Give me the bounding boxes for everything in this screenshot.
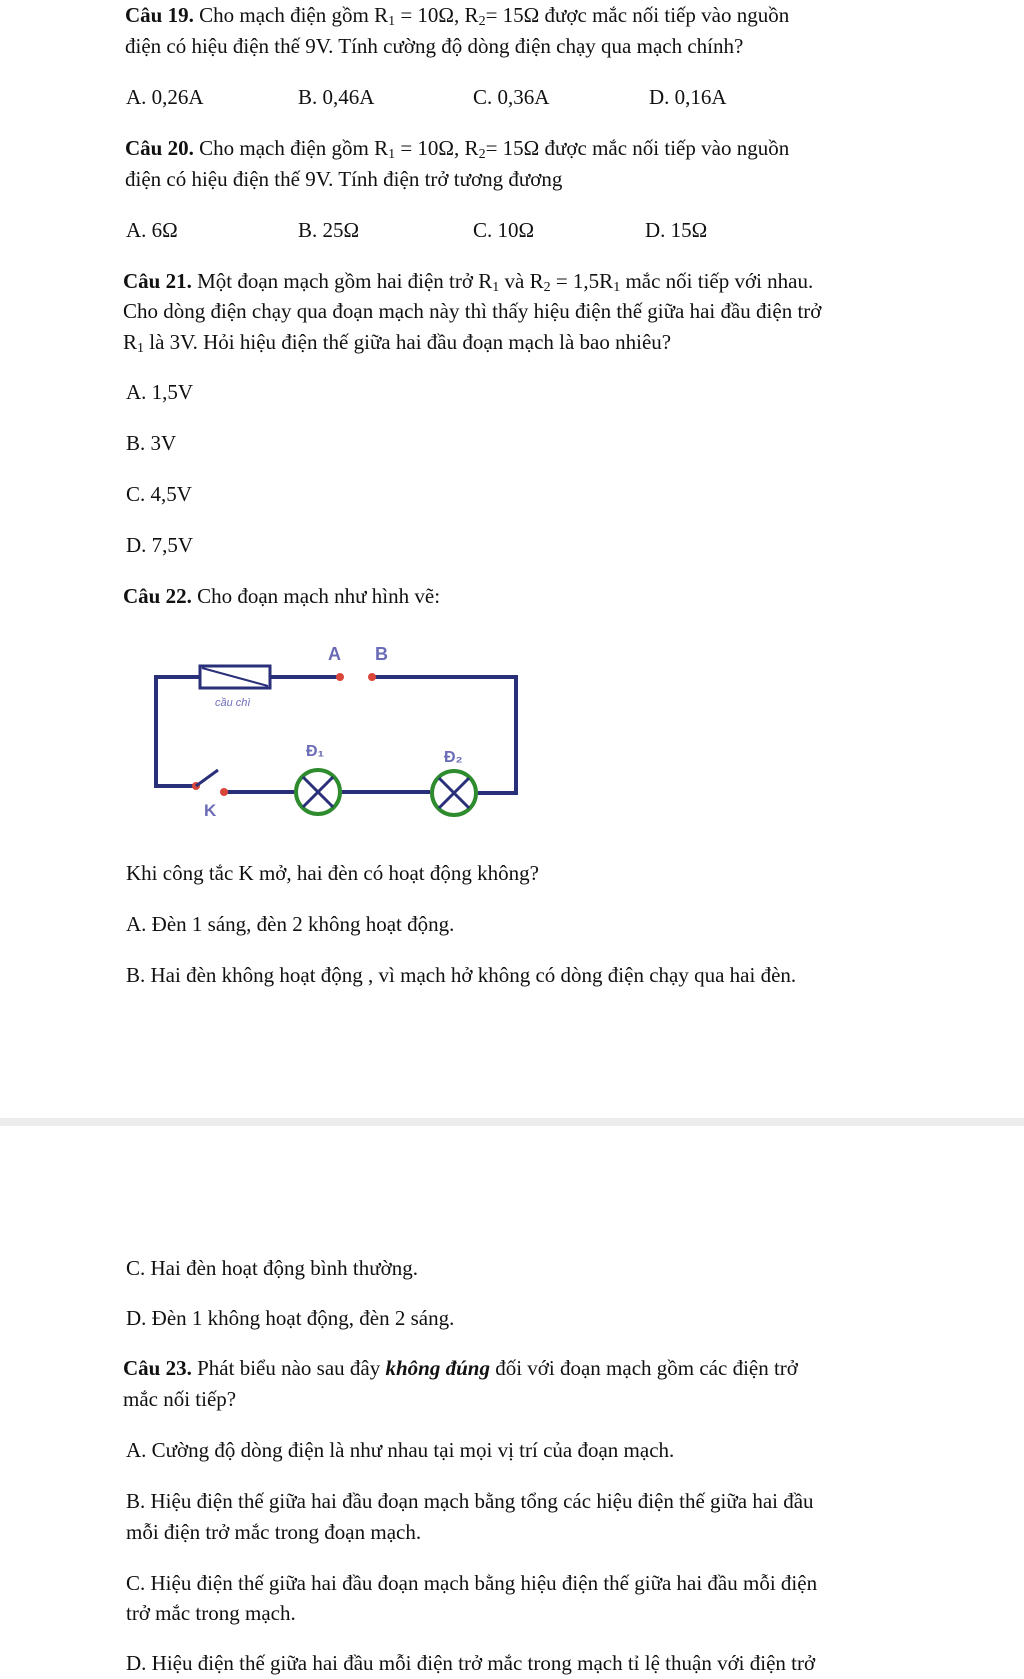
q22-option-d: D. Đèn 1 không hoạt động, đèn 2 sáng. <box>126 1306 455 1330</box>
q19-sub2: 2 <box>478 14 486 29</box>
q21-option-d: D. 7,5V <box>126 533 194 557</box>
label-d1: Đ₁ <box>306 743 325 760</box>
q20-option-d: D. 15Ω <box>645 218 708 242</box>
q23-option-a: A. Cường độ dòng điện là như nhau tại mọi vị trí của đoạn mạch. <box>126 1438 675 1462</box>
q21-text3-a: R <box>123 330 138 354</box>
terminal-b <box>368 673 376 681</box>
q19-text-b: = 10Ω, R <box>395 3 479 27</box>
q21-text3-b: là 3V. Hỏi hiệu điện thế giữa hai đầu đoạn mạch là bao nhiêu? <box>144 330 672 354</box>
circuit-diagram <box>150 640 530 830</box>
q19-label: Câu 19. <box>125 3 194 27</box>
q21-text-c: = 1,5R <box>550 269 614 293</box>
q21-option-b: B. 3V <box>126 431 177 455</box>
label-a: A <box>328 644 341 664</box>
q19-option-d: D. 0,16A <box>649 85 727 109</box>
q21-line2: Cho dòng điện chạy qua đoạn mạch này thì thấy hiệu điện thế giữa hai đầu điện trở <box>123 299 822 323</box>
page-break-divider <box>0 1118 1024 1126</box>
q22-label: Câu 22. <box>123 584 192 608</box>
q21-sub3: 1 <box>613 280 621 295</box>
q20-text-b: = 10Ω, R <box>395 136 479 160</box>
fuse <box>200 666 270 688</box>
q20-line2: điện có hiệu điện thế 9V. Tính điện trở tương đương <box>125 167 563 191</box>
q20-option-b: B. 25Ω <box>298 218 360 242</box>
q21-line3 <box>123 327 671 358</box>
q22-option-a: A. Đèn 1 sáng, đèn 2 không hoạt động. <box>126 912 455 936</box>
q23-option-b-line2: mỗi điện trở mắc trong đoạn mạch. <box>126 1520 422 1544</box>
q21-label: Câu 21. <box>123 269 192 293</box>
q23-option-c-line1: C. Hiệu điện thế giữa hai đầu đoạn mạch bằng hiệu điện thế giữa hai đầu mỗi điện <box>126 1571 818 1595</box>
label-d2: Đ₂ <box>444 749 463 766</box>
q23-emphasis: không đúng <box>385 1356 490 1380</box>
q23-option-b-line1: B. Hiệu điện thế giữa hai đầu đoạn mạch bằng tổng các hiệu điện thế giữa hai đầu <box>126 1489 814 1513</box>
q19-sub1: 1 <box>388 14 396 29</box>
q21-text-a: Một đoạn mạch gồm hai điện trở R <box>191 269 493 293</box>
fuse-label: cầu chì <box>215 697 251 709</box>
q22-option-c: C. Hai đèn hoạt động bình thường. <box>126 1256 418 1280</box>
lamp-2 <box>432 771 476 815</box>
q21-sub4: 1 <box>137 341 145 356</box>
q19-text-c: = 15Ω được mắc nối tiếp vào nguồn <box>485 3 790 27</box>
q23-text-b: đối với đoạn mạch gồm các điện trở <box>489 1356 798 1380</box>
lamp-1 <box>296 770 340 814</box>
q21-option-c: C. 4,5V <box>126 482 192 506</box>
q23-option-d-line1: D. Hiệu điện thế giữa hai đầu mỗi điện trở mắc trong mạch tỉ lệ thuận với điện trở <box>126 1651 816 1675</box>
q19-option-c: C. 0,36A <box>473 85 550 109</box>
q23-option-c-line2: trở mắc trong mạch. <box>126 1601 296 1625</box>
q22-line1 <box>123 581 440 612</box>
q20-sub1: 1 <box>388 147 396 162</box>
switch-lever <box>196 770 218 786</box>
switch-right-contact <box>220 788 228 796</box>
switch-k <box>192 770 228 796</box>
label-k: K <box>204 801 217 820</box>
q23-line2: mắc nối tiếp? <box>123 1387 237 1411</box>
q21-sub2: 2 <box>543 280 551 295</box>
q21-text-d: mắc nối tiếp với nhau. <box>620 269 814 293</box>
q20-sub2: 2 <box>478 147 486 162</box>
q20-option-a: A. 6Ω <box>126 218 178 242</box>
q20-text-c: = 15Ω được mắc nối tiếp vào nguồn <box>485 136 790 160</box>
q23-line1 <box>123 1353 798 1384</box>
q19-text-a: Cho mạch điện gồm R <box>193 3 389 27</box>
q19-line2: điện có hiệu điện thế 9V. Tính cường độ dòng điện chạy qua mạch chính? <box>125 34 744 58</box>
q22-text: Cho đoạn mạch như hình vẽ: <box>191 584 441 608</box>
q20-label: Câu 20. <box>125 136 194 160</box>
q20-option-c: C. 10Ω <box>473 218 535 242</box>
q20-text-a: Cho mạch điện gồm R <box>193 136 389 160</box>
q21-option-a: A. 1,5V <box>126 380 194 404</box>
q22-question: Khi công tắc K mở, hai đèn có hoạt động không? <box>126 861 539 885</box>
q22-option-b: B. Hai đèn không hoạt động , vì mạch hở không có dòng điện chạy qua hai đèn. <box>126 963 797 987</box>
q23-label: Câu 23. <box>123 1356 192 1380</box>
q20-line1 <box>125 133 789 164</box>
q23-text-a: Phát biểu nào sau đây <box>191 1356 386 1380</box>
q21-sub1: 1 <box>492 280 500 295</box>
q19-option-b: B. 0,46A <box>298 85 375 109</box>
q19-option-a: A. 0,26A <box>126 85 204 109</box>
label-b: B <box>375 644 388 664</box>
terminal-a <box>336 673 344 681</box>
q21-text-b: và R <box>499 269 544 293</box>
q19-line1 <box>125 0 789 31</box>
q21-line1 <box>123 266 813 297</box>
